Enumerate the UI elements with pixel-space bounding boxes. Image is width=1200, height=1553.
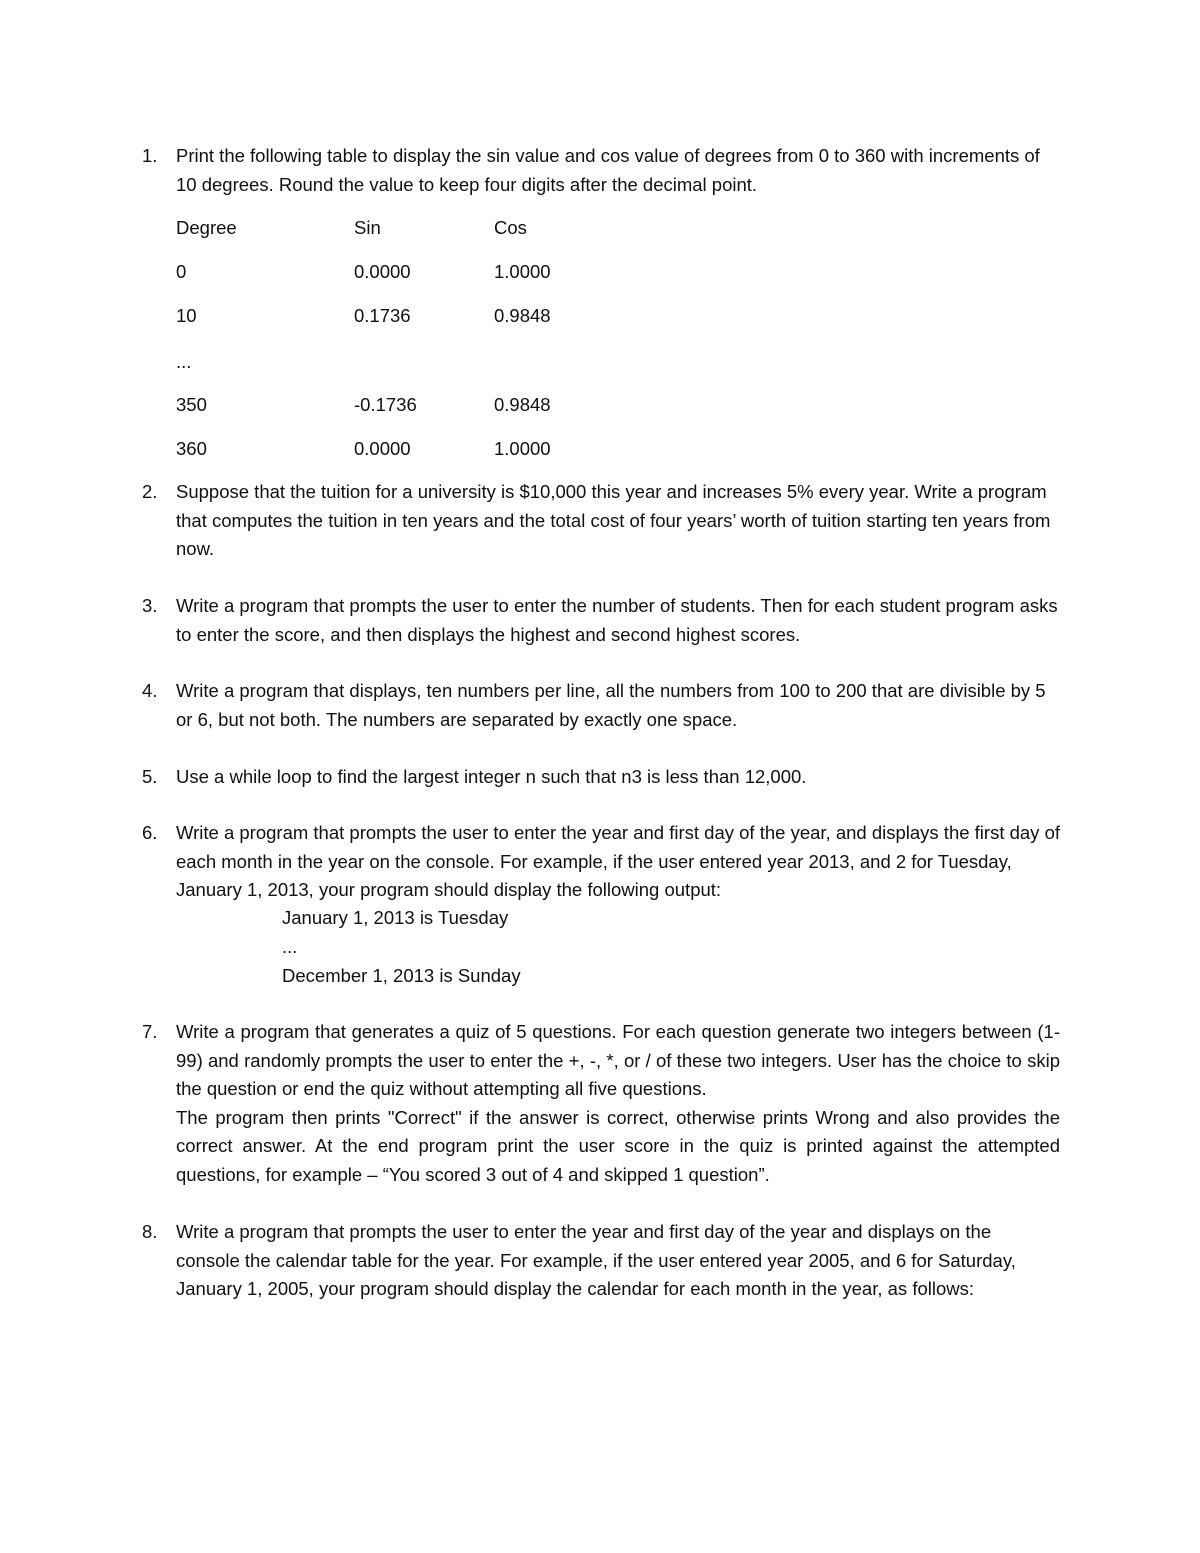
table-cell-sin: 0.0000	[354, 261, 411, 282]
output-line: ...	[282, 936, 298, 957]
output-line: January 1, 2013 is Tuesday	[282, 907, 509, 928]
question-body	[176, 677, 1060, 734]
table-cell-sin: -0.1736	[354, 394, 417, 415]
question-number: 4.	[142, 680, 158, 701]
table-cell-degree: 0	[176, 261, 187, 282]
table-cell-degree: 350	[176, 394, 207, 415]
output-line: December 1, 2013 is Sunday	[282, 965, 521, 986]
table-cell-cos: 1.0000	[494, 261, 551, 282]
table-cell-cos: 0.9848	[494, 305, 551, 326]
question-text: Write a program that prompts the user to enter the year and first day of the year, and displays the first day of each month in the year on the console. For example, if the user entered year 2013, and 2 for Tuesday, January 1, 2013, your program should display the following output:	[176, 822, 1060, 900]
table-cell-sin: 0.1736	[354, 305, 411, 326]
table-cell-cos: 1.0000	[494, 438, 551, 459]
question-number: 3.	[142, 595, 158, 616]
question-text: Write a program that generates a quiz of 5 questions. For each question generate two integers between (1-99) and randomly prompts the user to enter the +, -, *, or / of these two integers. User has the choice to skip the question or end the quiz without attempting all five questions.	[176, 1021, 1060, 1099]
question-body	[176, 819, 1060, 905]
table-header-degree: Degree	[176, 217, 237, 238]
question-text: Write a program that displays, ten numbers per line, all the numbers from 100 to 200 that are divisible by 5 or 6, but not both. The numbers are separated by exactly one space.	[176, 680, 1046, 730]
table-header-cos: Cos	[494, 217, 527, 238]
question-number: 2.	[142, 481, 158, 502]
question-text: Suppose that the tuition for a university is $10,000 this year and increases 5% every year. Write a program that computes the tuition in ten years and the total cost of four years’ worth of tuition starting ten years from now.	[176, 481, 1051, 559]
table-cell-degree: 360	[176, 438, 207, 459]
question-number: 1.	[142, 145, 158, 166]
question-number: 7.	[142, 1021, 158, 1042]
question-text: Write a program that prompts the user to enter the number of students. Then for each student program asks to enter the score, and then displays the highest and second highest scores.	[176, 595, 1058, 645]
question-body	[176, 592, 1060, 649]
question-body	[176, 1018, 1060, 1189]
question-number: 5.	[142, 766, 158, 787]
question-number: 8.	[142, 1221, 158, 1242]
question-number: 6.	[142, 822, 158, 843]
question-text: Use a while loop to find the largest integer n such that n3 is less than 12,000.	[176, 766, 807, 787]
question-body	[176, 478, 1060, 564]
question-body	[176, 1218, 1060, 1304]
table-header-sin: Sin	[354, 217, 381, 238]
table-cell-degree: 10	[176, 305, 197, 326]
question-text: Print the following table to display the sin value and cos value of degrees from 0 to 360 with increments of 10 degrees. Round the value to keep four digits after the decimal point.	[176, 145, 1040, 195]
table-cell-degree: ...	[176, 351, 192, 372]
question-body	[176, 763, 1060, 792]
question-body	[176, 142, 1060, 199]
table-cell-cos: 0.9848	[494, 394, 551, 415]
question-text-continued: The program then prints "Correct" if the answer is correct, otherwise prints Wrong and also provides the correct answer. At the end program print the user score in the quiz is printed against the attempted questions, for example – “You scored 3 out of 4 and skipped 1 question”.	[176, 1106, 1060, 1185]
question-text: Write a program that prompts the user to enter the year and first day of the year and displays on the console the calendar table for the year. For example, if the user entered year 2005, and 6 for Saturday, January 1, 2005, your program should display the calendar for each month in the year, as follows:	[176, 1221, 1016, 1299]
table-cell-sin: 0.0000	[354, 438, 411, 459]
